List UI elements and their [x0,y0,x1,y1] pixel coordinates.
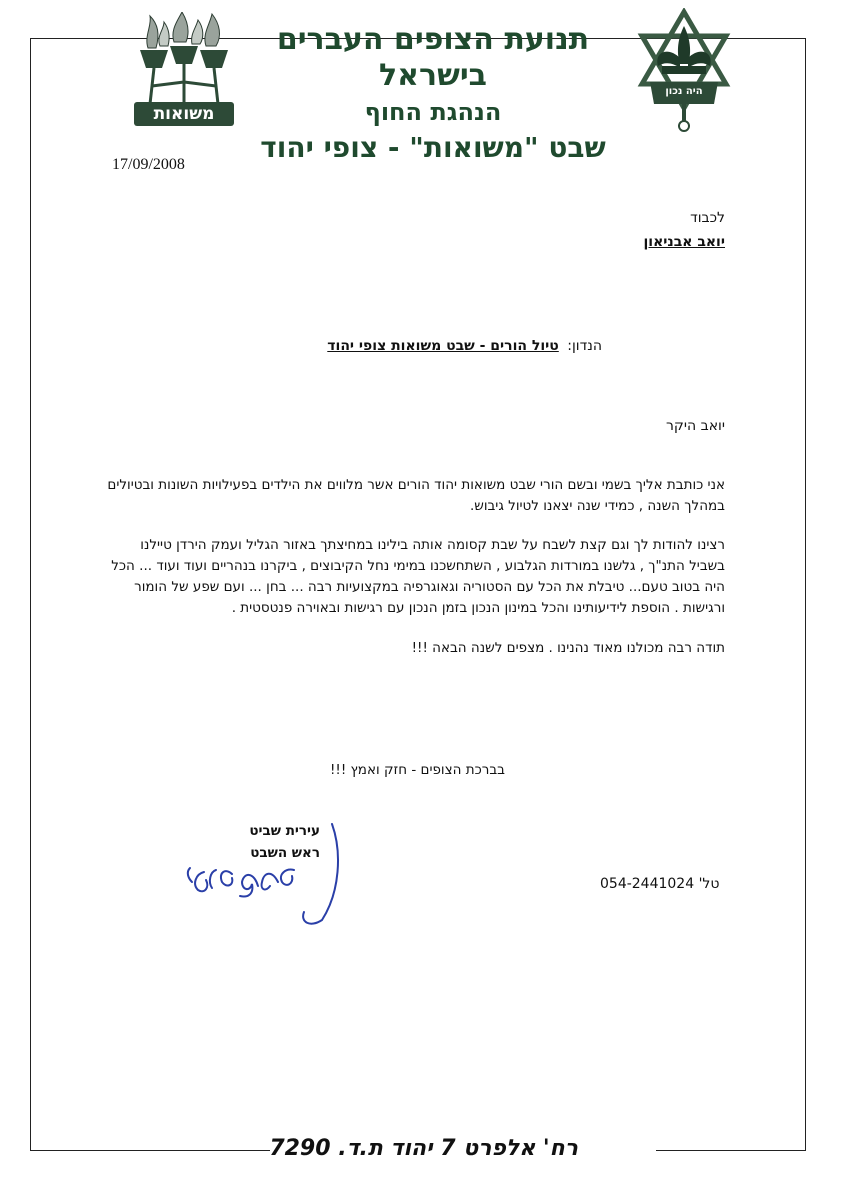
body-paragraph: רצינו להודות לך וגם קצת לשבח על שבת קסומה אותה בילינו במחיצתך באזור הגליל ועמק הירדן טיילנו בשביל התנ"ך , גלשנו במורדות הגלבוע , השתחשכנו במימי נחל הקיבוצים , ביקרנו בנהריים ועוד ועוד ... הכל היה בטוב טעם... טיבלת את הכל עם הסטוריה וגאוגרפיה במקצועיות רבה ... בחן ... ועם שפע של הומור ורגישות . הוספת לידיעותינו והכל במינון הנכון בזמן הנכון עם רגישות ובאוירה פנטסטית . [111,537,725,616]
page-frame-left [30,38,31,1150]
organization-region: הנהגת החוף [364,98,502,126]
page-frame-bottom-right [656,1150,806,1151]
recipient-name: יואב אבניאון [643,234,725,250]
organization-name: תנועת הצופים העברים בישראל [276,22,590,93]
phone-number: טל' 054-2441024 [600,876,720,892]
subject-text: טיול הורים - שבט משואות צופי יהוד [327,338,559,354]
scouts-emblem-text: היה נכון [665,86,703,97]
scouts-emblem-icon [636,8,732,134]
handwritten-signature [182,812,362,932]
body-paragraph: אני כותבת אליך בשמי ובשם הורי שבט משואות יהוד הורים אשר מלווים את הילדים בפעילויות השונות ובטיולים במהלך השנה , כמידי שנה יצאנו לטיול גיבוש. [107,477,725,514]
subject-label: הנדון: [567,338,602,354]
page-frame-right [805,38,806,1150]
torches-logo-text: משואות [153,104,215,124]
page-frame-bottom-left [30,1150,270,1151]
organization-tribe: שבט "משואות" - צופי יהוד [260,131,606,164]
subject-line [327,338,602,354]
signer-name: עירית שביט [249,823,320,839]
signer-title: ראש השבט [250,845,320,861]
closing-line: בברכת הצופים - חזק ואמץ !!! [330,762,505,778]
letter-date: 17/09/2008 [112,156,185,173]
body-paragraph: תודה רבה מכולנו מאוד נהנינו . מצפים לשנה הבאה !!! [411,640,725,656]
footer-address: רח' אלפרט 7 יהוד ת.ד. 7290 [269,1136,578,1161]
letterhead [236,22,630,166]
recipient-label: לכבוד [690,210,725,226]
greeting: יואב היקר [666,418,725,434]
